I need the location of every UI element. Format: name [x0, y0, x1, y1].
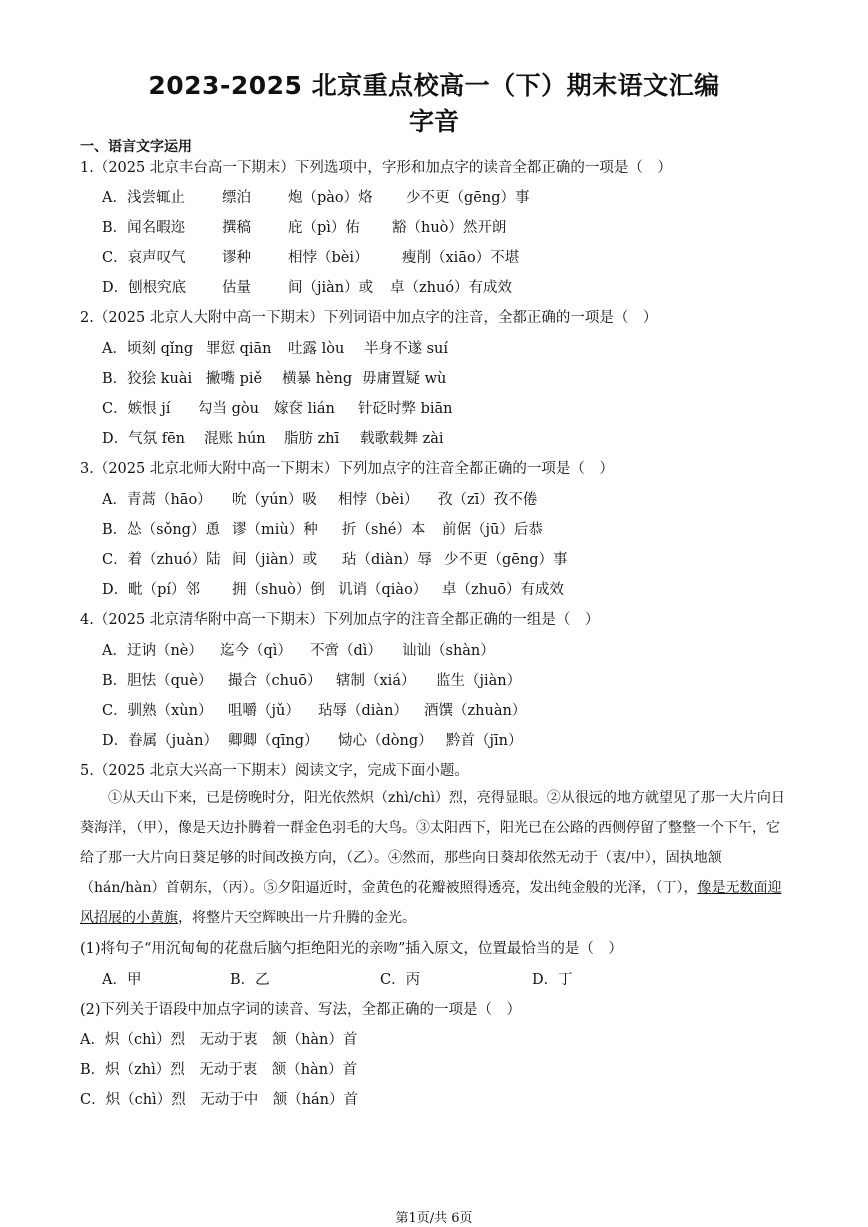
- question-5-stem: 5.（2025 北京大兴高一下期末）阅读文字，完成下面小题。: [80, 763, 469, 779]
- question-4-stem: 4.（2025 北京清华附中高一下期末）下列加点字的注音全都正确的一组是（ ）: [80, 612, 600, 628]
- question-2-stem: 2.（2025 北京人大附中高一下期末）下列词语中加点字的注音，全都正确的一项是（ ）: [80, 310, 658, 326]
- question-3-stem: 3.（2025 北京北师大附中高一下期末）下列加点字的注音全都正确的一项是（ ）: [80, 461, 614, 477]
- page-footer: 第1页/共 6页: [395, 1211, 473, 1226]
- question-1-stem: 1.（2025 北京丰台高一下期末）下列选项中，字形和加点字的读音全都正确的一项是（ ）: [80, 160, 672, 176]
- subquestion-2-option-a: A．炽（chì）烈 无动于衷 颔（hàn）首: [80, 1032, 358, 1048]
- subquestion-2-option-c: C．炽（chì）烈 无动于中 颔（hán）首: [80, 1092, 359, 1108]
- page-subtitle: 字音: [408, 107, 459, 136]
- page-title: 2023-2025 北京重点校高一（下）期末语文汇编: [148, 71, 720, 100]
- subquestion-2-option-b: B．炽（zhì）烈 无动于衷 颔（hàn）首: [80, 1062, 358, 1078]
- subquestion-2-stem: (2)下列关于语段中加点字词的读音、写法，全都正确的一项是（ ）: [80, 1002, 522, 1018]
- reading-passage: ①从天山下来，已是傍晚时分，阳光依然炽（zhì/chì）烈，亮得显眼。②从很远的地方就望见了那一大片向日葵海洋，（甲），像是天边扑腾着一群金色羽毛的大鸟。③太阳西下，阳光已在公路的西侧停留了整整一个下午，它给了那一大片向日葵足够的时间改换方向，（乙）。④然而，那些向日葵却依然无动于（衷/中），固执地颔（hán/hàn）首朝东，（丙）。⑤夕阳逼近时，金黄色的花瓣被照得透亮，发出纯金般的光泽，（丁），像是无数面迎风招展的小黄旗，将整片天空辉映出一片升腾的金光。: [80, 790, 785, 926]
- subquestion-1-stem: (1)将句子“用沉甸甸的花盘后脑勺拒绝阳光的亲吻”插入原文，位置最恰当的是（ ）: [80, 941, 623, 957]
- section-heading: 一、语言文字运用: [80, 139, 192, 155]
- underlined-phrase: 像是无数面迎风招展的小黄旗: [80, 880, 782, 926]
